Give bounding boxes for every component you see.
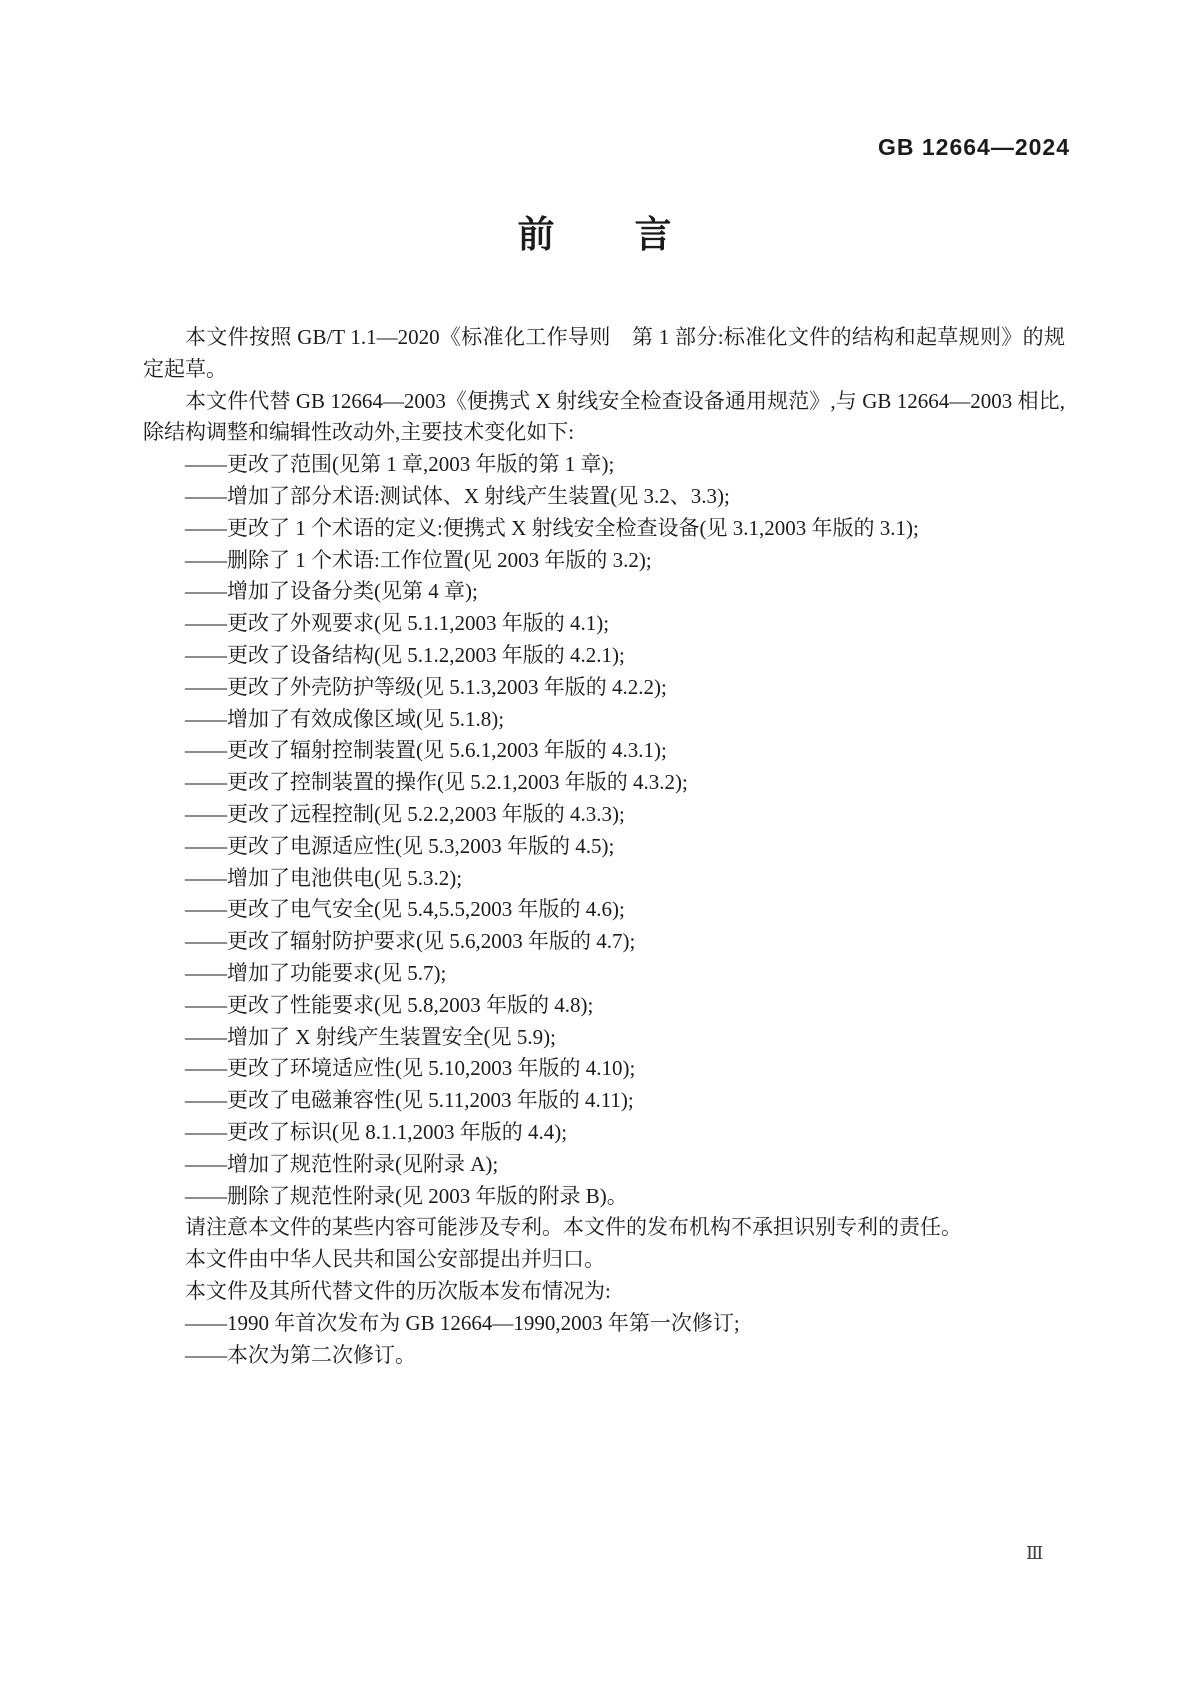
change-item: ——更改了范围(见第 1 章,2003 年版的第 1 章);: [185, 452, 615, 477]
doc-number: GB 12664—2024: [877, 134, 1070, 160]
change-item: ——更改了 1 个术语的定义:便携式 X 射线安全检查设备(见 3.1,2003 年版的 3.1);: [185, 515, 919, 540]
change-item: ——更改了电源适应性(见 5.3,2003 年版的 4.5);: [185, 833, 615, 858]
change-item: ——增加了设备分类(见第 4 章);: [185, 579, 478, 604]
change-item: ——删除了 1 个术语:工作位置(见 2003 年版的 3.2);: [185, 547, 652, 572]
change-item: ——删除了规范性附录(见 2003 年版的附录 B)。: [185, 1183, 628, 1208]
change-item: ——增加了电池供电(见 5.3.2);: [185, 865, 463, 890]
change-item: ——更改了外壳防护等级(见 5.1.3,2003 年版的 4.2.2);: [185, 674, 667, 699]
history-item: ——1990 年首次发布为 GB 12664—1990,2003 年第一次修订;: [185, 1310, 740, 1335]
change-item: ——增加了功能要求(见 5.7);: [185, 960, 447, 985]
change-item: ——更改了电气安全(见 5.4,5.5,2003 年版的 4.6);: [185, 897, 625, 922]
change-item: ——更改了控制装置的操作(见 5.2.1,2003 年版的 4.3.2);: [185, 770, 688, 795]
change-item: ——增加了有效成像区域(见 5.1.8);: [185, 706, 505, 731]
paragraph-patent-note: 请注意本文件的某些内容可能涉及专利。本文件的发布机构不承担识别专利的责任。: [185, 1215, 962, 1240]
change-item: ——更改了性能要求(见 5.8,2003 年版的 4.8);: [185, 992, 594, 1017]
change-item: ——更改了辐射防护要求(见 5.6,2003 年版的 4.7);: [185, 929, 636, 954]
change-item: ——更改了标识(见 8.1.1,2003 年版的 4.4);: [185, 1119, 568, 1144]
change-item: ——更改了环境适应性(见 5.10,2003 年版的 4.10);: [185, 1056, 636, 1081]
paragraph-history-intro: 本文件及其所代替文件的历次版本发布情况为:: [185, 1278, 611, 1303]
paragraph-basis: 本文件按照 GB/T 1.1—2020《标准化工作导则 第 1 部分:标准化文件的结构和起草规则》的规定起草。: [143, 325, 1065, 381]
change-item: ——更改了外观要求(见 5.1.1,2003 年版的 4.1);: [185, 611, 610, 636]
change-item: ——增加了规范性附录(见附录 A);: [185, 1151, 499, 1176]
change-item: ——更改了电磁兼容性(见 5.11,2003 年版的 4.11);: [185, 1088, 634, 1113]
change-item: ——更改了设备结构(见 5.1.2,2003 年版的 4.2.1);: [185, 642, 625, 667]
foreword-body: [143, 322, 1065, 1371]
change-item: ——更改了远程控制(见 5.2.2,2003 年版的 4.3.3);: [185, 801, 625, 826]
paragraph-replaces: 本文件代替 GB 12664—2003《便携式 X 射线安全检查设备通用规范》,与 GB 12664—2003 相比,除结构调整和编辑性改动外,主要技术变化如下:: [143, 388, 1065, 445]
history-item: ——本次为第二次修订。: [185, 1342, 416, 1367]
page-number: Ⅲ: [1026, 1543, 1044, 1563]
change-item: ——更改了辐射控制装置(见 5.6.1,2003 年版的 4.3.1);: [185, 738, 667, 763]
foreword-title: 前 言: [517, 214, 674, 255]
change-item: ——增加了部分术语:测试体、X 射线产生装置(见 3.2、3.3);: [185, 483, 730, 508]
paragraph-issuer: 本文件由中华人民共和国公安部提出并归口。: [185, 1247, 605, 1272]
change-item: ——增加了 X 射线产生装置安全(见 5.9);: [185, 1024, 556, 1049]
